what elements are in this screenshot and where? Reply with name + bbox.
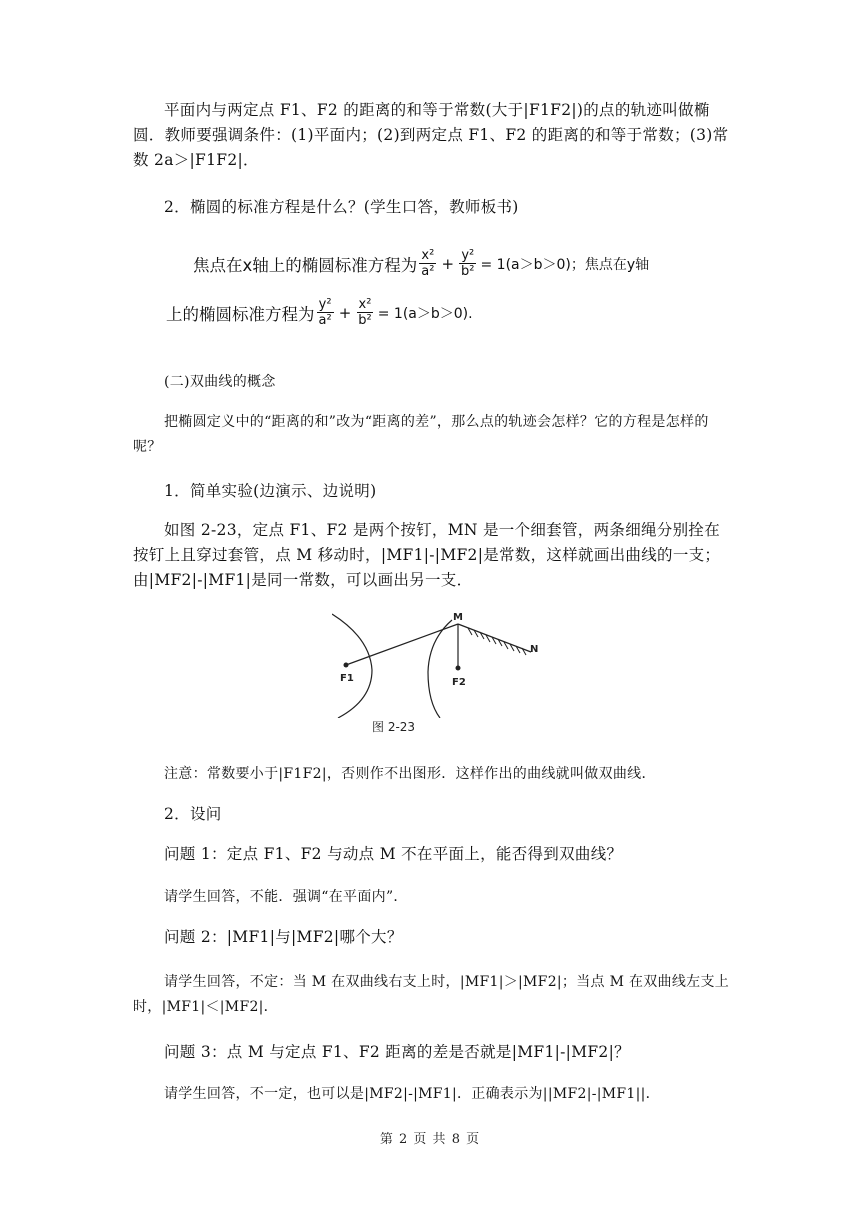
experiment-heading: 1．简单实验(边演示、边说明) (164, 482, 377, 500)
label-n: N (530, 644, 539, 655)
page-footer: 第 2 页 共 8 页 (379, 1132, 481, 1147)
fraction-numerator: x² (358, 297, 372, 312)
figure-caption: 图 2-23 (372, 720, 416, 734)
equation-prefix: 焦点在x轴上的椭圆标准方程为 (193, 255, 418, 275)
section-heading-hyperbola: (二)双曲线的概念 (164, 374, 276, 390)
label-f2: F2 (452, 677, 466, 688)
answer-2: 请学生回答，不定：当 M 在双曲线右支上时，|MF1|＞|MF2|；当点 M 在双曲线左支上时，|MF1|＜|MF2|． (133, 974, 730, 1015)
equation-tail: = 1(a＞b＞0). (377, 305, 473, 322)
equation-x-axis (193, 248, 649, 279)
fraction-numerator: x² (421, 248, 435, 263)
answer-1: 请学生回答，不能．强调“在平面内”． (164, 889, 408, 905)
left-branch-arc (332, 614, 372, 718)
ask-heading: 2．设问 (164, 805, 222, 823)
figure-hyperbola-drawing (332, 610, 562, 718)
label-f1: F1 (340, 673, 354, 684)
plus-sign: + (441, 254, 455, 273)
fraction-x2-b2 (356, 297, 373, 328)
equation-tail: = 1(a＞b＞0)；焦点在y轴 (480, 256, 650, 273)
answer-3: 请学生回答，不一定，也可以是|MF2|-|MF1|．正确表示为||MF2|-|MF1||． (164, 1086, 660, 1102)
equation-y-axis (166, 297, 473, 328)
paragraph-ellipse-definition: 平面内与两定点 F1、F2 的距离的和等于常数(大于|F1F2|)的点的轨迹叫做椭圆．教师要强调条件：(1)平面内；(2)到两定点 F1、F2 的距离的和等于常数；(3)常数 2a＞|F1F2|． (133, 101, 729, 169)
equation-prefix: 上的椭圆标准方程为 (166, 304, 315, 324)
fraction-denominator: a² (318, 313, 332, 328)
problem-2: 问题 2：|MF1|与|MF2|哪个大？ (164, 928, 403, 946)
note-paragraph: 注意：常数要小于|F1F2|，否则作不出图形．这样作出的曲线就叫做双曲线． (164, 766, 656, 782)
question-standard-equation: 2．椭圆的标准方程是什么？(学生口答，教师板书) (164, 198, 519, 216)
point-f2 (456, 666, 461, 671)
right-branch-arc (428, 620, 452, 718)
paragraph-question-difference: 把椭圆定义中的“距离的和”改为“距离的差”，那么点的轨迹会怎样？它的方程是怎样的呢？ (133, 414, 709, 455)
problem-3: 问题 3：点 M 与定点 F1、F2 距离的差是否就是|MF1|-|MF2|？ (164, 1043, 630, 1061)
label-m: M (453, 612, 463, 623)
paragraph-experiment: 如图 2-23，定点 F1、F2 是两个按钉，MN 是一个细套管，两条细绳分别拴在按钉上且穿过套管，点 M 移动时，|MF1|-|MF2|是常数，这样就画出曲线的一支；由|MF2|-|MF1|是同一常数，可以画出另一支． (133, 521, 721, 589)
string-line (346, 624, 458, 665)
fraction-denominator: a² (421, 264, 435, 279)
fraction-y2-b2 (459, 248, 476, 279)
point-f1 (344, 663, 349, 668)
tube-mn (458, 624, 531, 652)
plus-sign: + (338, 303, 352, 322)
problem-1: 问题 1：定点 F1、F2 与动点 M 不在平面上，能否得到双曲线？ (164, 845, 623, 863)
tube-hatching (468, 628, 526, 655)
fraction-numerator: y² (318, 297, 332, 312)
fraction-denominator: b² (358, 313, 372, 328)
fraction-denominator: b² (461, 264, 475, 279)
fraction-numerator: y² (461, 248, 475, 263)
fraction-y2-a2 (317, 297, 334, 328)
fraction-x2-a2 (419, 248, 436, 279)
